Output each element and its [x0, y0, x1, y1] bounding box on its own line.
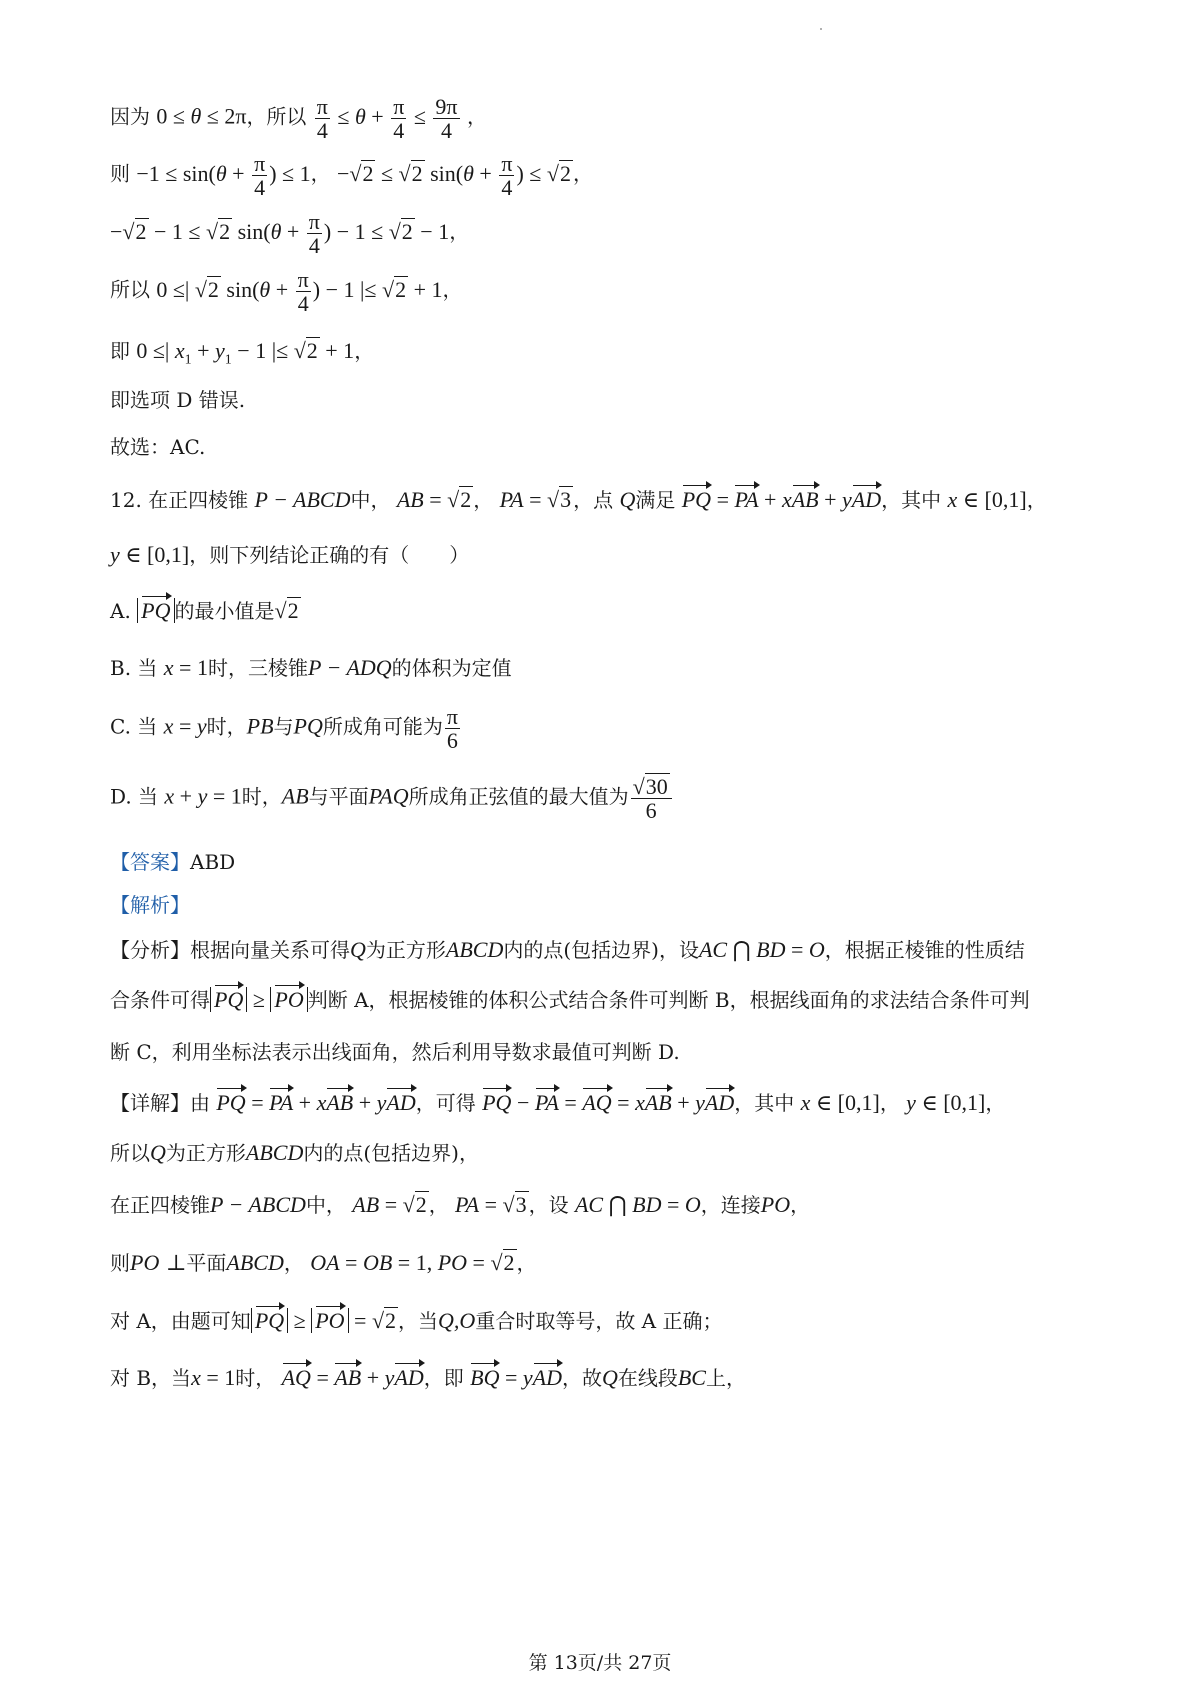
text: 即 [110, 339, 130, 363]
text: 因为 [110, 104, 150, 129]
option-label: D. 当 [110, 784, 159, 809]
text: ， [310, 161, 331, 186]
text: 内的点(包括边界)，设 [503, 938, 699, 962]
line-7: 故选：AC. [110, 435, 206, 459]
text: 在线段 [617, 1366, 678, 1390]
text: ， [572, 161, 593, 186]
text: 则 [110, 161, 130, 186]
text: ， [879, 1091, 900, 1115]
text: ， [283, 1251, 304, 1275]
option-c: C. 当 x = y时，PB与PQ所成角可能为 $\frac{\pi}{6}$ [110, 704, 458, 754]
xiangjie-line-6: 对 B，当x = 1时， AQ = AB + yAD，即 BQ = yAD，故Q在线段BC上， [110, 1365, 746, 1390]
xiangjie-line-3: 在正四棱锥P − ABCD中， AB = √2 ， PA = √3 ，设 AC ⋂ BD = O，连接PO， [110, 1192, 811, 1217]
line-4: 所以 0 ≤| √2 sin(θ + $\frac{\pi}{4}$ ) − 1 |≤ √2 + 1， [110, 267, 463, 317]
text: 平面 [186, 1251, 227, 1275]
text: 对 B，当 [110, 1366, 192, 1390]
text: ，可得 [415, 1091, 476, 1115]
text: ， [516, 1251, 537, 1275]
option-b: B. 当 x = 1时，三棱锥P − ADQ的体积为定值 [110, 655, 512, 680]
text: 中， [350, 488, 391, 512]
line-1: 因为 0 ≤ θ ≤ 2π，所以 $\frac{\pi}{4}$ ≤ θ + $\frac{\pi}{4}$ ≤ $\frac{9\pi}{4}$ ， [110, 94, 488, 144]
text: 与平面 [308, 784, 369, 809]
text: 为正方形 [165, 1141, 246, 1165]
fenxi-line-1: 【分析】根据向量关系可得Q为正方形ABCD内的点(包括边界)，设AC ⋂ BD = O，根据正棱锥的性质结 [110, 937, 1025, 962]
text: ，当 [398, 1309, 439, 1333]
text: ， [467, 104, 488, 129]
text: 上， [705, 1366, 746, 1390]
text: ，所以 [246, 104, 307, 129]
text: 满足 [635, 488, 676, 512]
text: ， [354, 339, 375, 363]
text: 的最小值是 [174, 599, 275, 623]
text: 时， [241, 784, 282, 809]
page-footer: 第 13页/共 27页 [528, 1652, 672, 1674]
section-tag: 【分析】 [110, 938, 190, 962]
question-12: 12. 在正四棱锥 P − ABCD中， AB = √2 ， PA = √3 ，点 Q满足 PQ = PA + xAB + yAD，其中 x ∈ [0,1]， [110, 487, 1047, 512]
text: 根据向量关系可得 [190, 938, 350, 962]
text: ，则下列结论正确的有（ ） [189, 543, 470, 567]
text: 的体积为定值 [391, 656, 512, 680]
text: ， [790, 1193, 811, 1217]
option-d: D. 当 x + y = 1时，AB与平面PAQ所成角正弦值的最大值为 $\frac{√30}{6}$ [110, 775, 674, 822]
fenxi-line-2: 合条件可得 PQ ≥ PO 判断 A，根据棱锥的体积公式结合条件可判断 B，根据线面角的求法结合条件可判 [110, 987, 1030, 1012]
text: ， [442, 277, 463, 302]
text: 判断 A，根据棱锥的体积公式结合条件可判断 B，根据线面角的求法结合条件可判 [307, 988, 1030, 1012]
text: 在正四棱锥 [110, 1193, 210, 1217]
text: 合条件可得 [110, 988, 210, 1012]
option-a: A. PQ 的最小值是√2 [110, 598, 299, 623]
analysis-tag: 【解析】 [110, 893, 190, 917]
text: ， [428, 1193, 449, 1217]
text: ，设 [528, 1193, 569, 1217]
text: ，其中 [734, 1091, 795, 1115]
text: ，其中 [881, 488, 942, 512]
text: 所以 [110, 1141, 150, 1165]
text: 则 [110, 1251, 130, 1275]
text: 所以 [110, 277, 150, 302]
scan-speck [820, 28, 822, 30]
text: 所成角正弦值的最大值为 [408, 784, 629, 809]
text: ， [449, 219, 470, 244]
text: 为正方形 [365, 938, 446, 962]
option-label: C. 当 [110, 714, 158, 739]
xiangjie-line-2: 所以Q为正方形ABCD内的点(包括边界)， [110, 1140, 479, 1165]
xiangjie-line-4: 则PO ⊥平面ABCD， OA = OB = 1, PO = √2 ， [110, 1250, 537, 1275]
answer-tag: 【答案】 [110, 850, 190, 874]
xiangjie-line-1: 【详解】由 PQ = PA + xAB + yAD，可得 PQ − PA = AQ = xAB + yAD，其中 x ∈ [0,1]， y ∈ [0,1]， [110, 1090, 1006, 1115]
text: ， [1026, 488, 1047, 512]
line-3: −√2 − 1 ≤ √2 sin(θ + $\frac{\pi}{4}$ ) − 1 ≤ √2 − 1， [110, 209, 470, 259]
text: 重合时取等号，故 A 正确； [475, 1309, 723, 1333]
text: 对 A，由题可知 [110, 1309, 251, 1333]
text: 12. 在正四棱锥 [110, 488, 249, 512]
line-2: 则 −1 ≤ sin(θ + $\frac{\pi}{4}$ ) ≤ 1， −√2 ≤ √2 sin(θ + $\frac{\pi}{4}$ ) ≤ √2 ， [110, 151, 593, 201]
text: ， [473, 488, 494, 512]
text: ，连接 [700, 1193, 761, 1217]
text: 时，三棱锥 [207, 656, 308, 680]
option-label: B. 当 [110, 656, 158, 680]
answer-line [110, 850, 235, 874]
question-12-cont: y ∈ [0,1]，则下列结论正确的有（ ） [110, 542, 470, 567]
text: 内的点(包括边界)， [303, 1141, 479, 1165]
line-5: 即 0 ≤| $x_1 + y_1 - 1$ |≤ √2 + 1， [110, 338, 375, 368]
option-label: A. [110, 599, 131, 623]
fenxi-line-3: 断 C，利用坐标法表示出线面角，然后利用导数求最值可判断 D. [110, 1040, 680, 1064]
text: 时， [235, 1366, 276, 1390]
text: 所成角可能为 [322, 714, 443, 739]
line-6: 即选项 D 错误. [110, 388, 246, 412]
answer-value: ABD [190, 850, 236, 874]
text: 中， [305, 1193, 346, 1217]
text: ，故 [561, 1366, 602, 1390]
text: ， [985, 1091, 1006, 1115]
text: ，根据正棱锥的性质结 [824, 938, 1025, 962]
text: ，即 [423, 1366, 464, 1390]
section-tag: 【详解】 [110, 1091, 190, 1115]
text: 与 [273, 714, 294, 739]
xiangjie-line-5: 对 A，由题可知 PQ ≥ PO = √2 ，当Q,O重合时取等号，故 A 正确； [110, 1308, 723, 1333]
text: 由 [190, 1091, 210, 1115]
text: ，点 [573, 488, 614, 512]
text: 时， [206, 714, 247, 739]
